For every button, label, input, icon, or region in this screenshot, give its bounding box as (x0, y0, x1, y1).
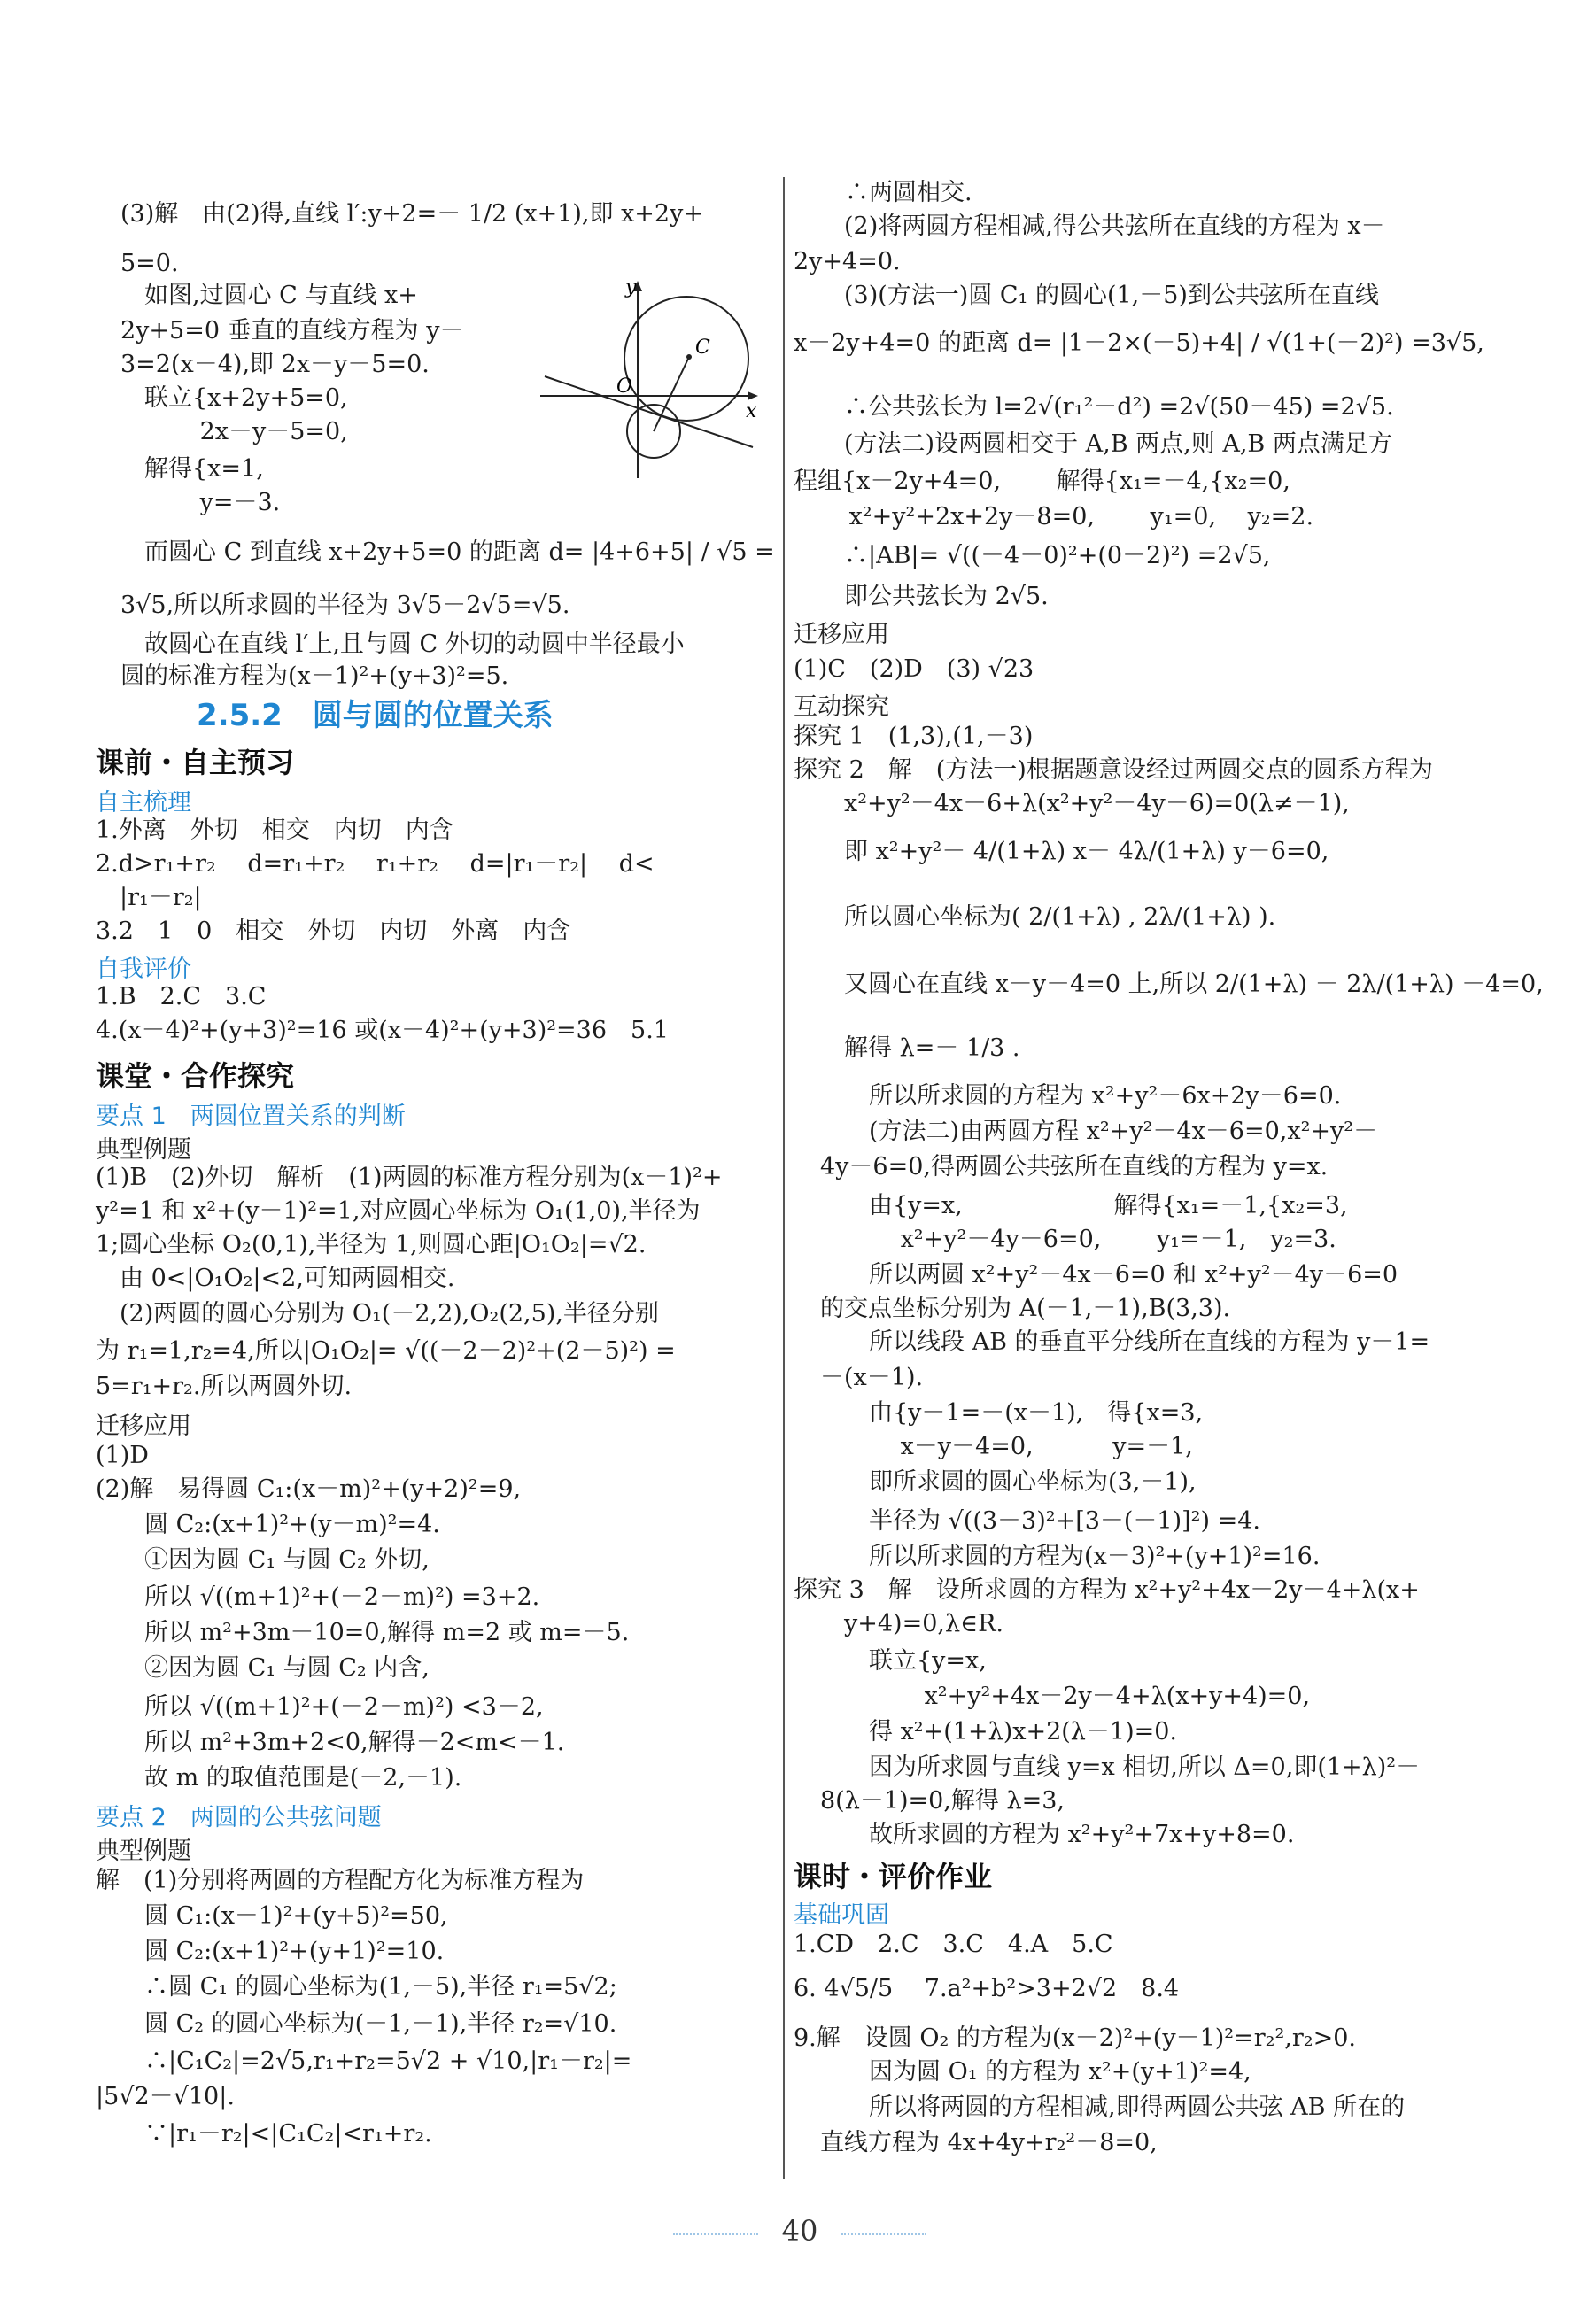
text-line: 由 0<|O₁O₂|<2,可知两圆相交. (96, 1265, 455, 1292)
text-line: 解得{x=1, (120, 455, 264, 483)
heading-point-2: 要点 2 两圆的公共弦问题 (96, 1804, 382, 1831)
text-line: 所以所求圆的方程为(x－3)²+(y+1)²=16. (845, 1543, 1321, 1570)
text-line: (1)B (2)外切 解析 (1)两圆的标准方程分别为(x－1)²+ (96, 1164, 723, 1191)
text-line: y=－3. (120, 489, 281, 516)
text-line: 的交点坐标分别为 A(－1,－1),B(3,3). (820, 1295, 1231, 1322)
text-line: 所以 √((m+1)²+(－2－m)²) <3－2, (120, 1693, 544, 1721)
text-line: 8(λ－1)=0,解得 λ=3, (820, 1787, 1065, 1815)
text-line: 圆 C₁:(x－1)²+(y+5)²=50, (120, 1902, 448, 1930)
heading-self-eval: 自我评价 (96, 956, 191, 983)
section-title: 2.5.2 圆与圆的位置关系 (197, 698, 554, 733)
text-line: 即 x²+y²－ 4/(1+λ) x－ 4λ/(1+λ) y－6=0, (820, 838, 1329, 865)
text-line: 所以将两圆的方程相减,即得两圆公共弦 AB 所在的 (845, 2094, 1406, 2121)
text-line: 所以所求圆的方程为 x²+y²－6x+2y－6=0. (845, 1082, 1342, 1110)
text-line: (1)D (96, 1442, 149, 1469)
text-line: 2y+4=0. (794, 248, 901, 275)
page-number: 40 (781, 2214, 818, 2248)
text-line: ∵|r₁－r₂|<|C₁C₂|<r₁+r₂. (120, 2120, 432, 2148)
text-line: |r₁－r₂| (96, 884, 202, 911)
text-line: 为 r₁=1,r₂=4,所以|O₁O₂|= √((－2－2)²+(2－5)²) = (96, 1337, 676, 1365)
text-line: 故所求圆的方程为 x²+y²+7x+y+8=0. (845, 1821, 1295, 1848)
center-c-label: C (695, 337, 710, 359)
text-line: ∴公共弦长为 l=2√(r₁²－d²) =2√(50－45) =2√5. (820, 393, 1394, 421)
text-line: ∴|AB|= √((－4－0)²+(0－2)²) =2√5, (820, 542, 1271, 569)
text-line: x²+y²－4y－6=0, y₁=－1, y₂=3. (845, 1226, 1336, 1253)
heading-class-explore: 课堂・合作探究 (96, 1059, 295, 1093)
text-line: 圆 C₂:(x+1)²+(y+1)²=10. (120, 1938, 445, 1965)
text-line: x－y－4=0, y=－1, (845, 1433, 1193, 1460)
text-line: (2)将两圆方程相减,得公共弦所在直线的方程为 x－ (820, 213, 1385, 240)
column-divider (783, 177, 785, 2179)
text-line: 故 m 的取值范围是(－2,－1). (120, 1764, 462, 1792)
text-line: ∴|C₁C₂|=2√5,r₁+r₂=5√2 + √10,|r₁－r₂|= (120, 2047, 632, 2075)
text-line: 又圆心在直线 x－y－4=0 上,所以 2/(1+λ) － 2λ/(1+λ) －4=0, (820, 971, 1544, 998)
text-line: ∴圆 C₁ 的圆心坐标为(1,－5),半径 r₁=5√2; (120, 1973, 617, 2001)
text-line: x²+y²+4x－2y－4+λ(x+y+4)=0, (845, 1683, 1311, 1710)
text-line: 如图,过圆心 C 与直线 x+ (120, 282, 418, 309)
y-axis-label: y (625, 279, 637, 298)
page-number-ornament-left (673, 2233, 758, 2235)
text-line: 半径为 √((3－3)²+[3－(－1)]²) =4. (845, 1507, 1261, 1535)
heading-point-1: 要点 1 两圆位置关系的判断 (96, 1103, 406, 1130)
text-line: 1.外离 外切 相交 内切 内含 (96, 817, 453, 844)
text-line: 所以 √((m+1)²+(－2－m)²) =3+2. (120, 1583, 540, 1611)
origin-label: O (616, 375, 633, 398)
text-line: 解 (1)分别将两圆的方程配方化为标准方程为 (96, 1867, 585, 1894)
text-line: 得 x²+(1+λ)x+2(λ－1)=0. (845, 1718, 1178, 1746)
text-line: 因为圆 O₁ 的方程为 x²+(y+1)²=4, (845, 2058, 1251, 2086)
text-line: 1.B 2.C 3.C (96, 983, 267, 1010)
text-line: ①因为圆 C₁ 与圆 C₂ 外切, (120, 1546, 430, 1574)
text-line: x²+y²－4x－6+λ(x²+y²－4y－6)=0(λ≠－1), (820, 790, 1350, 817)
text-line: 3√5,所以所求圆的半径为 3√5－2√5=√5. (120, 592, 570, 619)
text-line: 5=r₁+r₂.所以两圆外切. (96, 1373, 353, 1400)
text-line: ②因为圆 C₁ 与圆 C₂ 内含, (120, 1654, 430, 1682)
heading-transfer-2: 迁移应用 (794, 621, 889, 648)
heading-interactive-explore: 互动探究 (794, 693, 889, 721)
text-line: 圆 C₂ 的圆心坐标为(－1,－1),半径 r₂=√10. (120, 2010, 617, 2038)
text-line: x－2y+4=0 的距离 d= |1－2×(－5)+4| / √(1+(－2)²) =3√5, (794, 329, 1484, 357)
text-line: 4y－6=0,得两圆公共弦所在直线的方程为 y=x. (820, 1153, 1329, 1180)
text-line: 1;圆心坐标 O₂(0,1),半径为 1,则圆心距|O₁O₂|=√2. (96, 1231, 647, 1258)
heading-basic: 基础巩固 (794, 1901, 889, 1929)
text-line: (方法二)设两圆相交于 A,B 两点,则 A,B 两点满足方 (820, 430, 1392, 458)
text-line: (1)C (2)D (3) √23 (794, 655, 1034, 683)
text-line: ∴两圆相交. (845, 179, 972, 206)
text-line: 联立{x+2y+5=0, (120, 384, 348, 412)
text-line: 2x－y－5=0, (120, 418, 348, 445)
text-line: (方法二)由两圆方程 x²+y²－4x－6=0,x²+y²－ (845, 1118, 1378, 1145)
circle-diagram (540, 279, 771, 483)
text-line: 3=2(x－4),即 2x－y－5=0. (120, 351, 430, 378)
text-line: 解得 λ=－ 1/3 . (820, 1034, 1020, 1062)
text-line: 所以 m²+3m－10=0,解得 m=2 或 m=－5. (120, 1619, 630, 1646)
text-line: y+4)=0,λ∈R. (820, 1610, 1003, 1637)
text-line: x²+y²+2x+2y－8=0, y₁=0, y₂=2. (794, 503, 1314, 530)
text-line: (2)两圆的圆心分别为 O₁(－2,2),O₂(2,5),半径分别 (96, 1300, 659, 1328)
text-line: 探究 2 解 (方法一)根据题意设经过两圆交点的圆系方程为 (794, 756, 1433, 784)
heading-self-sort: 自主梳理 (96, 789, 191, 817)
text-line: 圆 C₂:(x+1)²+(y－m)²=4. (120, 1511, 440, 1538)
text-line: 5=0. (120, 250, 179, 277)
heading-example-1: 典型例题 (96, 1136, 191, 1164)
text-line: 所以圆心坐标为( 2/(1+λ) , 2λ/(1+λ) ). (820, 903, 1276, 931)
text-line: (3)解 由(2)得,直线 l′:y+2=－ 1/2 (x+1),即 x+2y+ (120, 200, 703, 228)
page-number-ornament-right (841, 2233, 926, 2235)
text-line: (3)(方法一)圆 C₁ 的圆心(1,－5)到公共弦所在直线 (820, 282, 1379, 309)
text-line: 3.2 1 0 相交 外切 内切 外离 内含 (96, 917, 571, 945)
heading-pre-class: 课前・自主预习 (96, 746, 295, 779)
text-line: 探究 1 (1,3),(1,－3) (794, 723, 1034, 750)
text-line: 所以线段 AB 的垂直平分线所在直线的方程为 y－1= (845, 1328, 1430, 1356)
text-line: 由{y－1=－(x－1), 得{x=3, (845, 1399, 1204, 1427)
heading-transfer-1: 迁移应用 (96, 1413, 191, 1440)
text-line: 1.CD 2.C 3.C 4.A 5.C (794, 1931, 1113, 1958)
text-line: |5√2－√10|. (96, 2083, 235, 2110)
heading-example-2: 典型例题 (96, 1838, 191, 1865)
text-line: 9.解 设圆 O₂ 的方程为(x－2)²+(y－1)²=r₂²,r₂>0. (794, 2024, 1357, 2052)
text-line: 2y+5=0 垂直的直线方程为 y－ (120, 317, 464, 344)
text-line: 所以 m²+3m+2<0,解得－2<m<－1. (120, 1729, 565, 1756)
heading-homework: 课时・评价作业 (794, 1860, 993, 1893)
text-line: 6. 4√5/5 7.a²+b²>3+2√2 8.4 (794, 1975, 1180, 2002)
circle-diagram-svg (540, 279, 771, 483)
text-line: 直线方程为 4x+4y+r₂²－8=0, (820, 2129, 1158, 2156)
text-line: 2.d>r₁+r₂ d=r₁+r₂ r₁+r₂ d=|r₁－r₂| d< (96, 850, 655, 878)
text-line: 即公共弦长为 2√5. (820, 583, 1049, 610)
text-line: 因为所求圆与直线 y=x 相切,所以 Δ=0,即(1+λ)²－ (845, 1753, 1421, 1781)
text-line: 故圆心在直线 l′上,且与圆 C 外切的动圆中半径最小 (120, 631, 685, 658)
text-line: －(x－1). (820, 1364, 924, 1391)
text-line: (2)解 易得圆 C₁:(x－m)²+(y+2)²=9, (96, 1475, 522, 1503)
text-line: 联立{y=x, (845, 1647, 987, 1675)
text-line: 4.(x－4)²+(y+3)²=16 或(x－4)²+(y+3)²=36 5.1 (96, 1017, 669, 1044)
text-line: 程组{x－2y+4=0, 解得{x₁=－4,{x₂=0, (794, 468, 1290, 495)
text-line: 而圆心 C 到直线 x+2y+5=0 的距离 d= |4+6+5| / √5 = (120, 538, 775, 566)
text-line: 圆的标准方程为(x－1)²+(y+3)²=5. (120, 662, 509, 690)
text-line: 探究 3 解 设所求圆的方程为 x²+y²+4x－2y－4+λ(x+ (794, 1576, 1420, 1604)
x-axis-label: x (746, 400, 757, 422)
text-line: 所以两圆 x²+y²－4x－6=0 和 x²+y²－4y－6=0 (845, 1261, 1398, 1289)
text-line: 即所求圆的圆心坐标为(3,－1), (845, 1468, 1197, 1496)
text-line: 由{y=x, 解得{x₁=－1,{x₂=3, (845, 1192, 1348, 1219)
text-line: y²=1 和 x²+(y－1)²=1,对应圆心坐标为 O₁(1,0),半径为 (96, 1197, 701, 1225)
